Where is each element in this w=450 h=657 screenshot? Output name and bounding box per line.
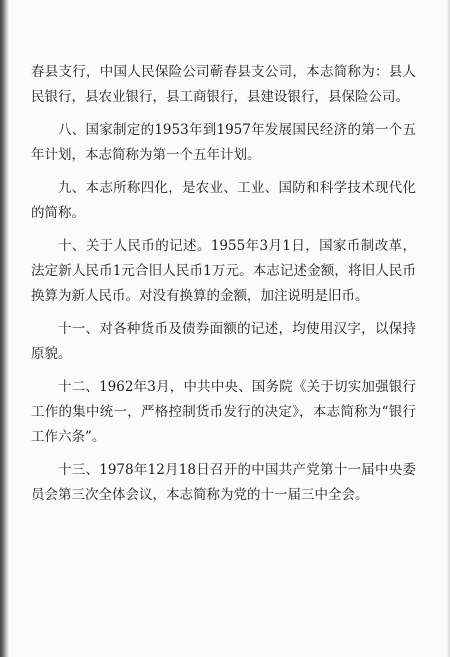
document-body bbox=[31, 60, 416, 516]
paragraph-continued-bank-names: 春县支行，中国人民保险公司蕲春县支公司，本志简称为：县人民银行，县农业银行，县工商银行，县建设银行，县保险公司。 bbox=[31, 64, 416, 105]
paragraph-item-12: 十二、1962年3月，中共中央、国务院《关于切实加强银行工作的集中统一，严格控制货币发行的决定》，本志简称为“银行工作六条”。 bbox=[31, 379, 416, 445]
paragraph-item-8: 八、国家制定的1953年到1957年发展国民经济的第一个五年计划，本志简称为第一个五年计划。 bbox=[31, 122, 416, 163]
paragraph-item-11: 十一、对各种货币及债券面额的记述，均使用汉字，以保持原貌。 bbox=[31, 321, 416, 362]
paragraph-item-9: 九、本志所称四化，是农业、工业、国防和科学技术现代化的简称。 bbox=[31, 180, 416, 221]
paragraph-item-10: 十、关于人民币的记述。1955年3月1日，国家币制改革，法定新人民币1元合旧人民币1万元。本志记述金额，将旧人民币换算为新人民币。对没有换算的金额，加注说明是旧币。 bbox=[31, 238, 416, 304]
scan-binding-shadow bbox=[0, 0, 9, 657]
paragraph-item-13: 十三、1978年12月18日召开的中国共产党第十一届中央委员会第三次全体会议，本志简称为党的十一届三中全会。 bbox=[31, 462, 416, 503]
